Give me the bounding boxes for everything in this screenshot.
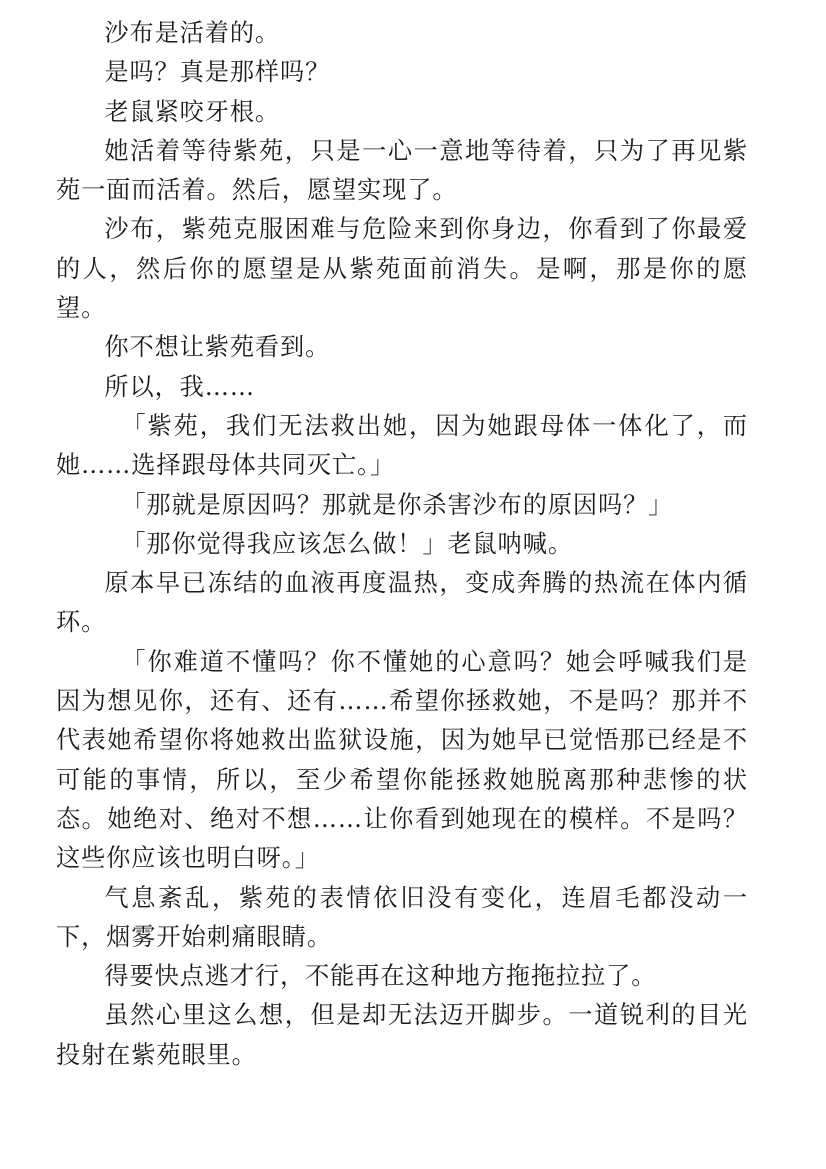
dialogue-paragraph-10: 「那你觉得我应该怎么做！」老鼠呐喊。 [121,529,573,558]
dialogue-paragraph-9: 「那就是原因吗？那就是你杀害沙布的原因吗？」 [121,490,674,519]
paragraph-7: 所以，我…… [104,372,255,401]
document-page [56,14,748,1075]
paragraph-6: 你不想让紫苑看到。 [104,333,331,362]
paragraph-11: 原本早已冻结的血液再度温热，变成奔腾的热流在体内循环。 [56,569,748,637]
paragraph-15: 虽然心里这么想，但是却无法迈开脚步。一道锐利的目光投射在紫苑眼里。 [56,1001,748,1069]
paragraph-14: 得要快点逃才行，不能再在这种地方拖拖拉拉了。 [104,962,657,991]
paragraph-13: 气息紊乱，紫苑的表情依旧没有变化，连眉毛都没动一下，烟雾开始刺痛眼睛。 [56,883,748,951]
paragraph-4: 她活着等待紫苑，只是一心一意地等待着，只为了再见紫苑一面而活着。然后，愿望实现了。 [56,136,748,205]
paragraph-3: 老鼠紧咬牙根。 [104,97,281,126]
paragraph-5: 沙布，紫苑克服困难与危险来到你身边，你看到了你最爱的人，然后你的愿望是从紫苑面前消失。是啊，那是你的愿望。 [56,215,748,323]
paragraph-1: 沙布是活着的。 [104,19,281,47]
paragraph-2: 是吗？真是那样吗？ [104,58,331,87]
dialogue-paragraph-8: 「紫苑，我们无法救出她，因为她跟母体一体化了，而她……选择跟母体共同灭亡。」 [56,411,748,480]
dialogue-paragraph-12: 「你难道不懂吗？你不懂她的心意吗？她会呼喊我们是因为想见你，还有、还有……希望你拯救她，不是吗？那并不代表她希望你将她救出监狱设施，因为她早已觉悟那已经是不可能的事情，所以，至少希望你能拯救她脱离那种悲惨的状态。她绝对、绝对不想……让你看到她现在的模样。不是吗？这些你应该也明白呀。」 [56,647,748,873]
